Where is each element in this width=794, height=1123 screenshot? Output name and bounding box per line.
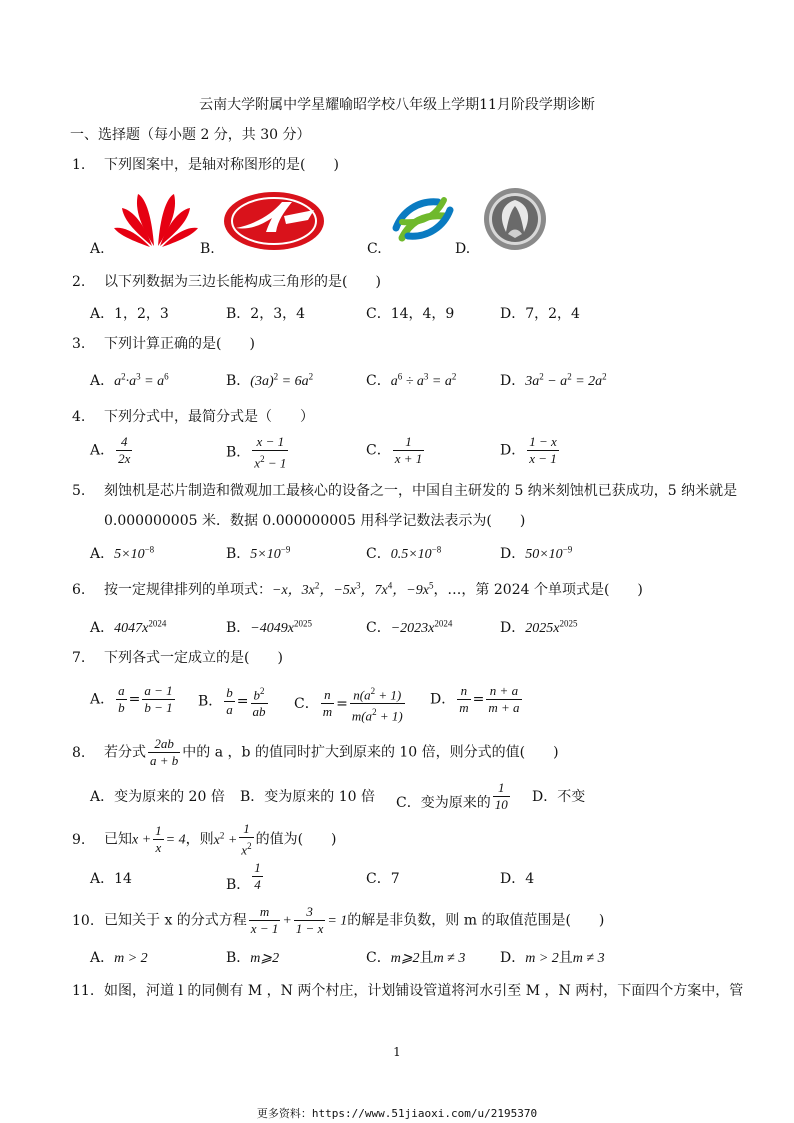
huawei-logo-icon xyxy=(112,188,200,250)
question-4 xyxy=(72,406,314,426)
option-d: D． $\frac{n}{m}$ = $\frac{n + a}{m + a}$ xyxy=(430,683,520,715)
option-c: C．$-2023x^{2024}$ xyxy=(366,618,453,636)
question-number: 11. xyxy=(72,983,95,999)
option-c: C． $\frac{1}{x + 1}$ xyxy=(366,434,423,466)
option-c: C． $\frac{n}{m}$ = $\frac{n(a^2 + 1)}{m(a^2 + 1)}$ xyxy=(294,686,403,724)
question-5-line-2: 0.000000005 米．数据 0.000000005 用科学记数法表示为( ) xyxy=(104,513,526,529)
option-b-label: B. xyxy=(200,241,215,257)
option-a: A．变为原来的 20 倍 xyxy=(90,789,225,805)
option-b: B．$-4049x^{2025}$ xyxy=(226,618,312,636)
page-number: 1 xyxy=(393,1045,401,1059)
question-9: 9. 已知x + $\frac{1}{x}$ = 4，则$x^2$ + $\frac{1}{x^2}$ 的值为( ) xyxy=(72,821,337,858)
question-text: 下列图案中，是轴对称图形的是( ) xyxy=(104,157,339,173)
question-number: 3. xyxy=(72,336,86,352)
option-d: D．7，2，4 xyxy=(500,306,580,322)
question-number: 6. xyxy=(72,582,86,598)
question-number: 8. xyxy=(72,744,86,761)
option-d-label: D. xyxy=(455,241,471,257)
option-a: A．$a^2\cdot a^3 = a^6$ xyxy=(90,371,169,389)
option-a: A． $\frac{4}{2x}$ xyxy=(90,434,131,466)
option-c: C．14，4，9 xyxy=(366,306,455,322)
dongfeng-logo-icon xyxy=(482,186,548,252)
option-d: D．$50\times 10^{-9}$ xyxy=(500,544,573,562)
question-1 xyxy=(72,154,339,174)
option-c: C．$a^6 \div a^3 = a^2$ xyxy=(366,371,457,389)
question-2 xyxy=(72,271,381,291)
option-b: B． $\frac{b}{a}$ = $\frac{b^2}{ab}$ xyxy=(198,685,266,720)
question-number: 9. xyxy=(72,831,86,848)
question-number: 7. xyxy=(72,650,86,666)
question-11 xyxy=(72,980,743,1000)
question-5 xyxy=(72,480,737,500)
option-a: A．14 xyxy=(90,871,132,887)
option-a: A．1，2，3 xyxy=(90,306,169,322)
option-b: B． $\frac{x - 1}{x^2 - 1}$ xyxy=(226,434,287,471)
option-b: B．2，3，4 xyxy=(226,306,306,322)
question-text: 如图，河道 l 的同侧有 M ，N 两个村庄，计划铺设管道将河水引至 M ，N 两村，下面四个方案中，管 xyxy=(104,983,744,999)
option-a: A． $\frac{a}{b}$ = $\frac{a - 1}{b - 1}$ xyxy=(90,683,173,715)
question-8: 8. 若分式 $\frac{2ab}{a + b}$ 中的 a ，b 的值同时扩大到原来的 10 倍，则分式的值( ) xyxy=(72,736,559,768)
option-c: C．7 xyxy=(366,871,400,887)
question-number: 1. xyxy=(72,157,86,173)
footer-link[interactable]: 更多资料：https://www.51jiaoxi.com/u/2195370 xyxy=(256,1107,538,1120)
question-text: 下列计算正确的是( ) xyxy=(104,336,255,352)
option-c: C．m⩾2且m ≠ 3 xyxy=(366,950,466,966)
option-b: B．变为原来的 10 倍 xyxy=(240,789,376,805)
changan-logo-icon xyxy=(222,190,326,252)
question-text: 下列分式中，最简分式是（ ） xyxy=(104,409,314,425)
option-d: D．不变 xyxy=(532,789,586,805)
question-text: 下列各式一定成立的是( ) xyxy=(104,650,283,666)
option-b: B． $\frac{1}{4}$ xyxy=(226,860,261,893)
question-number: 4. xyxy=(72,409,86,425)
option-b: B．m⩾2 xyxy=(226,950,280,966)
question-3 xyxy=(72,333,255,353)
option-c: C．$0.5\times 10^{-8}$ xyxy=(366,544,442,562)
question-number: 10. xyxy=(72,912,95,929)
question-10: 10. 已知关于 x 的分式方程 $\frac{m}{x - 1}$ + $\frac{3}{1 - x}$ = 1的解是非负数，则 m 的取值范围是( ) xyxy=(72,904,605,936)
question-7 xyxy=(72,647,283,667)
option-c: C．变为原来的 $\frac{1}{10}$ xyxy=(396,780,508,812)
option-d: D．$2025x^{2025}$ xyxy=(500,618,578,636)
option-b: B．$5\times 10^{-9}$ xyxy=(226,544,291,562)
option-d: D．m > 2且m ≠ 3 xyxy=(500,950,605,966)
option-d: D． $\frac{1 - x}{x - 1}$ xyxy=(500,434,557,466)
question-text: 刻蚀机是芯片制造和微观加工最核心的设备之一，中国自主研发的 5 纳米刻蚀机已获成功，5 纳米就是 xyxy=(104,483,738,499)
page-title: 云南大学附属中学星耀喻昭学校八年级上学期11月阶段学期诊断 xyxy=(199,97,595,113)
option-a: A．$4047x^{2024}$ xyxy=(90,618,167,636)
option-a-label: A. xyxy=(90,241,105,257)
question-number: 2. xyxy=(72,274,86,290)
china-mobile-logo-icon xyxy=(388,188,458,250)
question-number: 5. xyxy=(72,483,86,499)
question-text: 以下列数据为三边长能构成三角形的是( ) xyxy=(104,274,381,290)
question-6: 6. 按一定规律排列的单项式：−x，$3x^2$，$-5x^3$，$7x^4$，$-9x^5$，…，第 2024 个单项式是( ) xyxy=(72,580,643,598)
option-d: D．4 xyxy=(500,871,535,887)
option-d: D．$3a^2 - a^2 = 2a^2$ xyxy=(500,371,607,389)
option-c-label: C. xyxy=(367,241,382,257)
section-heading: 一、选择题（每小题 2 分，共 30 分） xyxy=(70,127,311,143)
option-a: A．$5\times 10^{-8}$ xyxy=(90,544,155,562)
option-b: B．$(3a)^2 = 6a^2$ xyxy=(226,371,314,389)
option-a: A．m > 2 xyxy=(90,950,148,966)
